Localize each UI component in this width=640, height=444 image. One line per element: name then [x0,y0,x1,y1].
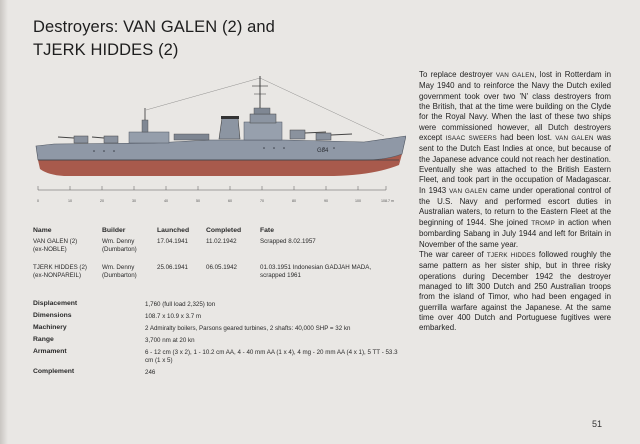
destroyer-profile-drawing [34,72,406,198]
spec-label-displacement: Displacement [33,300,78,307]
text-run: in action when bombarding Sabang in July 1944 and left for Britain in November of the same year. [419,217,611,249]
table-cell-builder: Wm. Denny (Dumbarton) [102,238,137,254]
scale-tick-label: 50 [196,199,200,203]
title-line-1: Destroyers: VAN GALEN (2) and [33,18,275,36]
ship-name: TJERK HIDDES [486,251,536,259]
scale-tick-label: 108.7 m [381,199,394,203]
hull-side [36,136,406,160]
col-header-completed: Completed [206,227,242,234]
scale-tick-label: 20 [100,199,104,203]
scale-tick-label: 80 [292,199,296,203]
text-run: had been lost. [496,133,556,143]
table-cell-launched: 25.06.1941 [157,264,188,271]
scale-tick-label: 30 [132,199,136,203]
text-run: To replace destroyer [419,70,496,79]
table-cell-completed: 11.02.1942 [206,238,237,245]
page-title [33,16,275,62]
scale-tick-label: 100 [355,199,361,203]
ship-name: VAN GALEN [449,187,488,195]
table-cell-builder: Wm. Denny (Dumbarton) [102,264,137,280]
col-header-builder: Builder [102,227,126,234]
table-cell-name: VAN GALEN (2) (ex-NOBLE) [33,238,78,254]
spec-value-armament: 6 - 12 cm (3 x 2), 1 - 10.2 cm AA, 4 - 40 mm AA (1 x 4), 4 mg - 20 mm AA (4 x 1), 5 TT - 53.3 cm (1 x 5) [145,349,398,364]
title-line-2: TJERK HIDDES (2) [33,41,179,59]
spec-label-armament: Armament [33,348,67,355]
ship-name: ISAAC SWEERS [445,135,497,143]
scale-tick-label: 70 [260,199,264,203]
spec-value-dimensions: 108.7 x 10.9 x 3.7 m [145,313,202,320]
scale-tick-label: 40 [164,199,168,203]
col-header-name: Name [33,227,52,234]
scale-tick-label: 60 [228,199,232,203]
ship-name: VAN GALEN [555,135,594,143]
text-run: The war career of [419,249,487,259]
table-cell-name: TJERK HIDDES (2) (ex-NONPAREIL) [33,264,87,280]
scale-tick-label: 10 [68,199,72,203]
text-run: came under operational control of the U.S. Navy and performed escort duties in Australian waters, to return to the Eastern Fleet at the beginning of 1944. She joined [419,185,611,227]
scale-tick-label: 90 [324,199,328,203]
table-cell-launched: 17.04.1941 [157,238,188,245]
spec-label-complement: Complement [33,368,75,375]
table-cell-completed: 06.05.1942 [206,264,237,271]
spec-value-machinery: 2 Admiralty boilers, Parsons geared turbines, 2 shafts: 40,000 SHP = 32 kn [145,325,351,332]
col-header-launched: Launched [157,227,190,234]
scale-tick-label: 0 [37,199,39,203]
history-text [419,70,611,334]
spec-value-displacement: 1,760 (full load 2,325) ton [145,301,216,308]
scale-labels [34,199,406,209]
page-number: 51 [592,419,603,429]
table-cell-fate: Scrapped 8.02.1957 [260,238,316,245]
spec-value-range: 3,700 nm at 20 kn [145,337,195,344]
hull-number: G84 [317,148,329,154]
ship-name: TROMP [531,219,555,227]
ship-name: VAN GALEN [495,72,535,79]
spec-label-machinery: Machinery [33,324,67,331]
col-header-fate: Fate [260,227,274,234]
spec-label-range: Range [33,336,54,343]
table-cell-fate: 01.03.1951 Indonesian GADJAH MADA, scrapped 1961 [260,264,372,280]
ship-profile-illustration [34,72,406,212]
text-run: followed roughly the same pattern as her sister ship, but in three risky operations during December 1942 the destroyer managed to lift 300 Dutch and 250 Australian troops from the island of Timor, who had been engaged in guerrilla warfare against the Japanese. At the same time over 400 Dutch and Portuguese fugitives were embarked. [419,249,611,333]
text-run: was sent to the Dutch East Indies at once, but because of the Japanese advance could not reach her destination. Eventually she was attached to the British Eastern Fleet, and took part in the occupation of Madagascar. In 1943 [419,133,611,195]
text-run: , lost in Rotterdam in May 1940 and to reinforce the Navy the Dutch exiled government took over two 'N' class destroyers from the British, that at the time were building on the Clyde for the Royal Navy. When the last of these two ships were commissioned however, all Dutch destroyers except [419,70,611,143]
spec-label-dimensions: Dimensions [33,312,72,319]
spec-value-complement: 246 [145,369,156,376]
